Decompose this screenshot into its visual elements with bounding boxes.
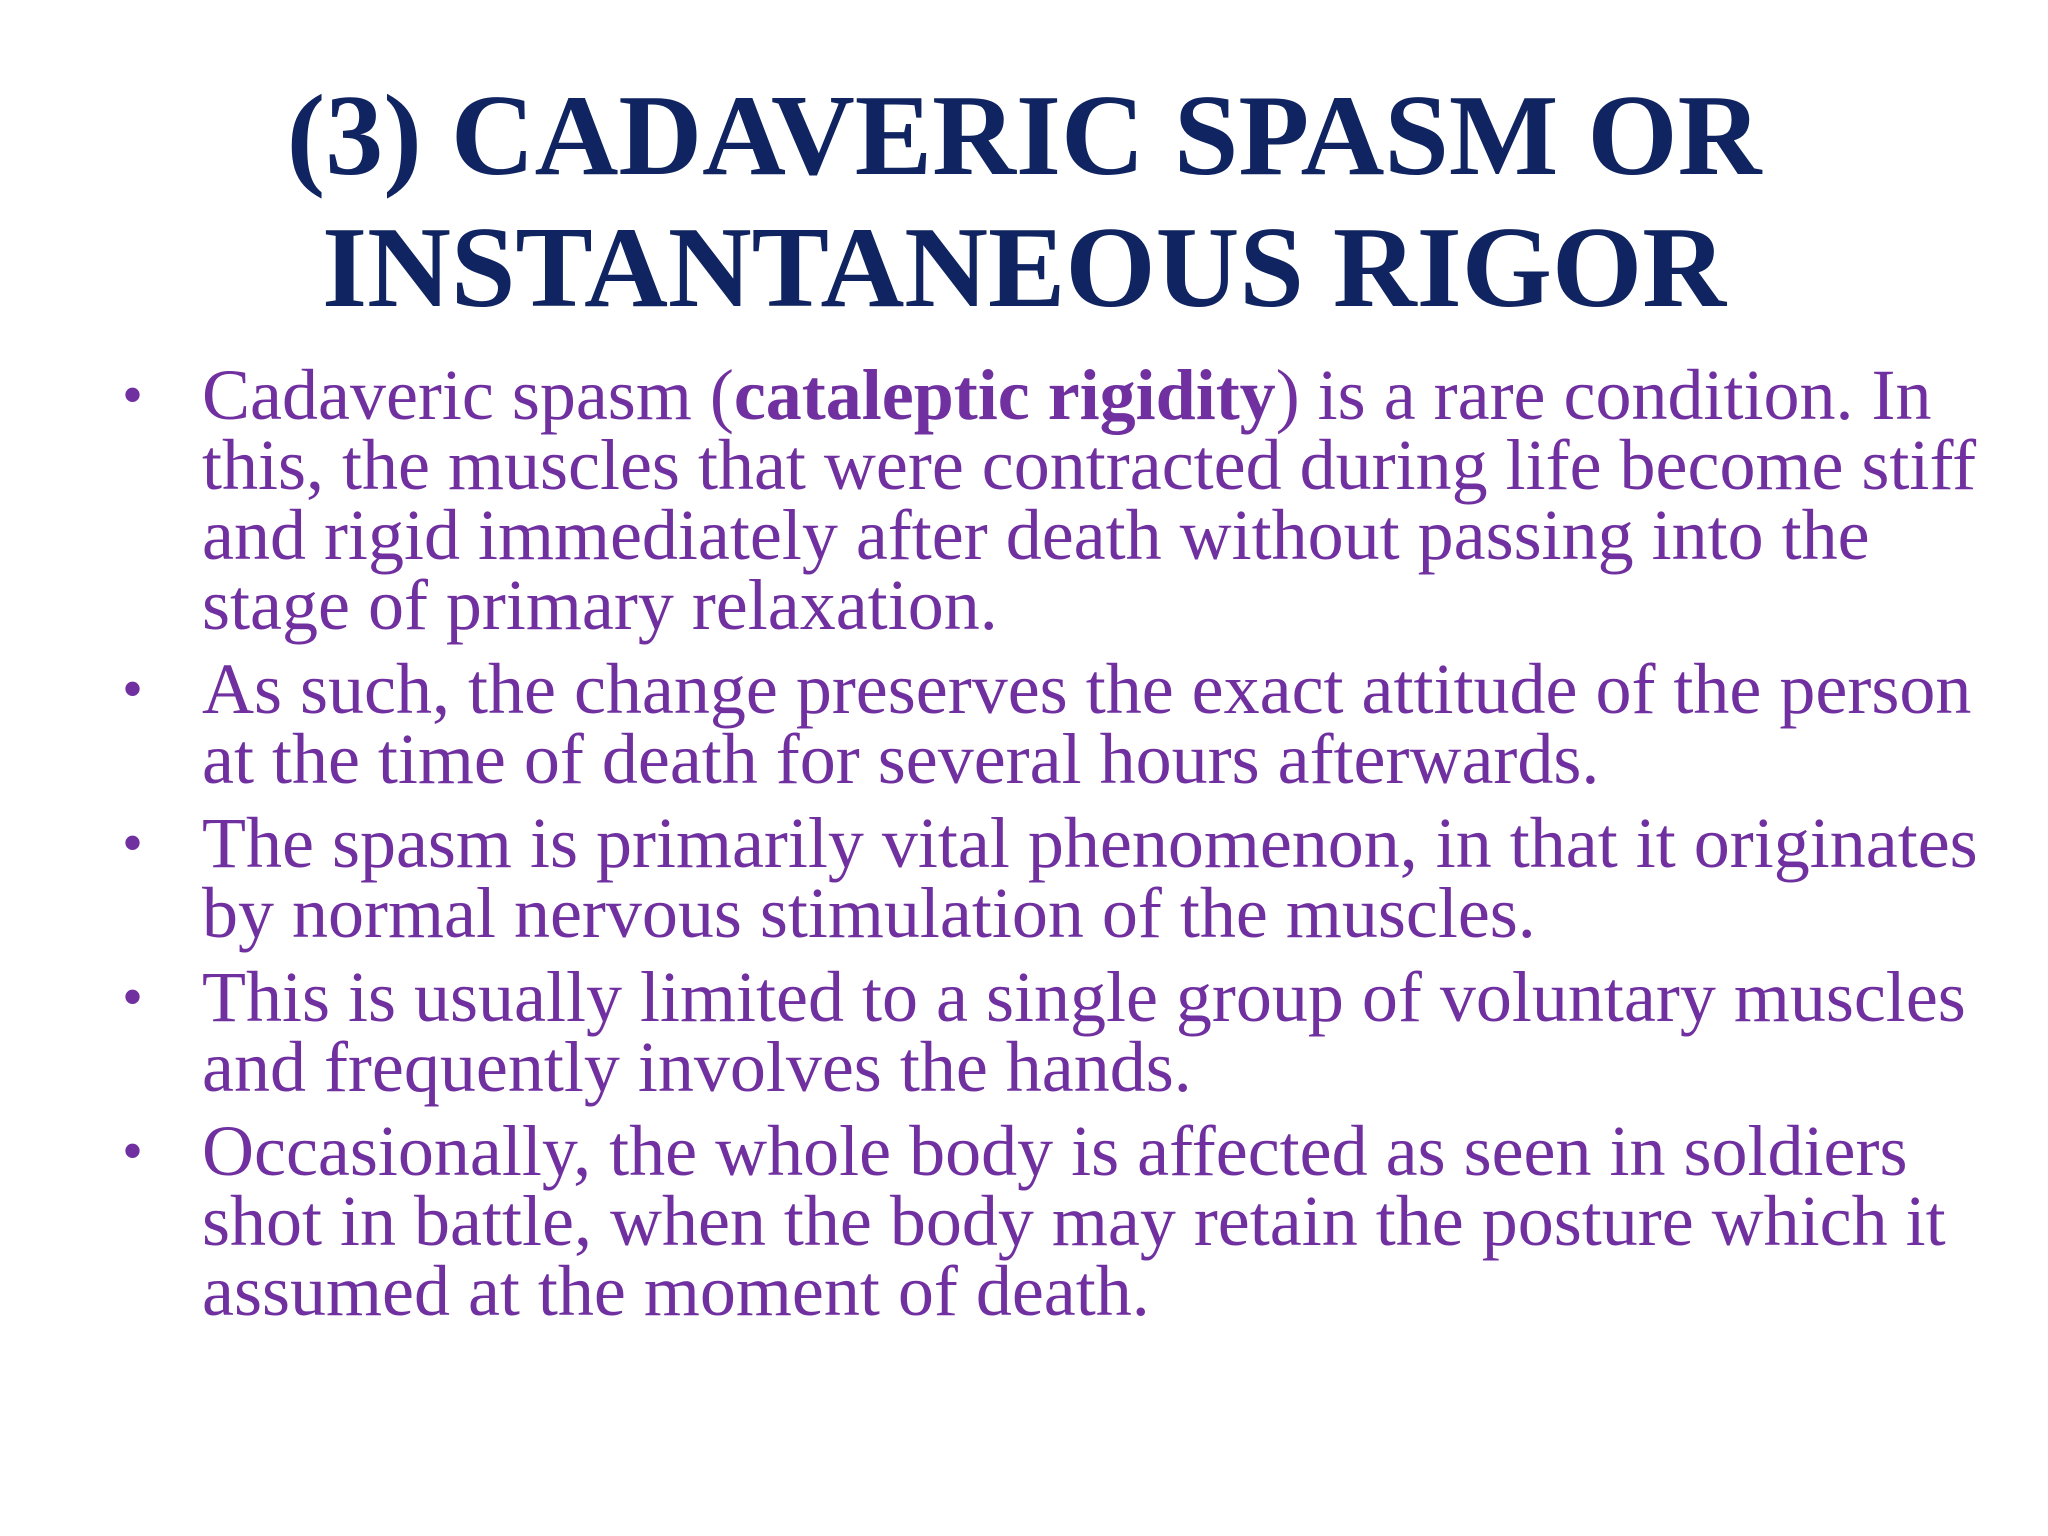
bullet-item-1: [0, 355, 2048, 645]
bullet-1-text-bold: cataleptic rigidity: [733, 355, 1276, 435]
bullet-3-text: The spasm is primarily vital phenomenon, in that it originates by normal nervous stimulation of the muscles.: [202, 803, 1978, 953]
title-line-1: (3) CADAVERIC SPASM OR: [286, 72, 1762, 200]
title-line-2: INSTANTANEOUS RIGOR: [321, 204, 1727, 332]
bullet-item-3: [0, 803, 2048, 953]
bullet-dot-icon: •: [122, 810, 144, 876]
bullet-1-text-post: ) is a rare condition. In this, the muscles that were contracted during life become stiff and rigid immediately after death without passing into the stage of primary relaxation.: [202, 355, 1977, 645]
bullet-item-4: [0, 957, 2048, 1107]
bullet-dot-icon: •: [122, 964, 144, 1030]
bullet-item-5: [0, 1111, 2048, 1331]
slide-title: [120, 70, 1928, 334]
bullet-dot-icon: •: [122, 362, 144, 428]
bullet-2-text: As such, the change preserves the exact attitude of the person at the time of death for several hours afterwards.: [202, 649, 1972, 799]
bullet-list: [0, 355, 2048, 1340]
bullet-4-text: This is usually limited to a single group of voluntary muscles and frequently involves the hands.: [202, 957, 1966, 1107]
bullet-item-2: [0, 649, 2048, 799]
bullet-1-text-pre: Cadaveric spasm (: [202, 355, 734, 435]
bullet-dot-icon: •: [122, 1118, 144, 1184]
bullet-dot-icon: •: [122, 656, 144, 722]
bullet-5-text: Occasionally, the whole body is affected as seen in soldiers shot in battle, when the body may retain the posture which it assumed at the moment of death.: [202, 1111, 1946, 1331]
